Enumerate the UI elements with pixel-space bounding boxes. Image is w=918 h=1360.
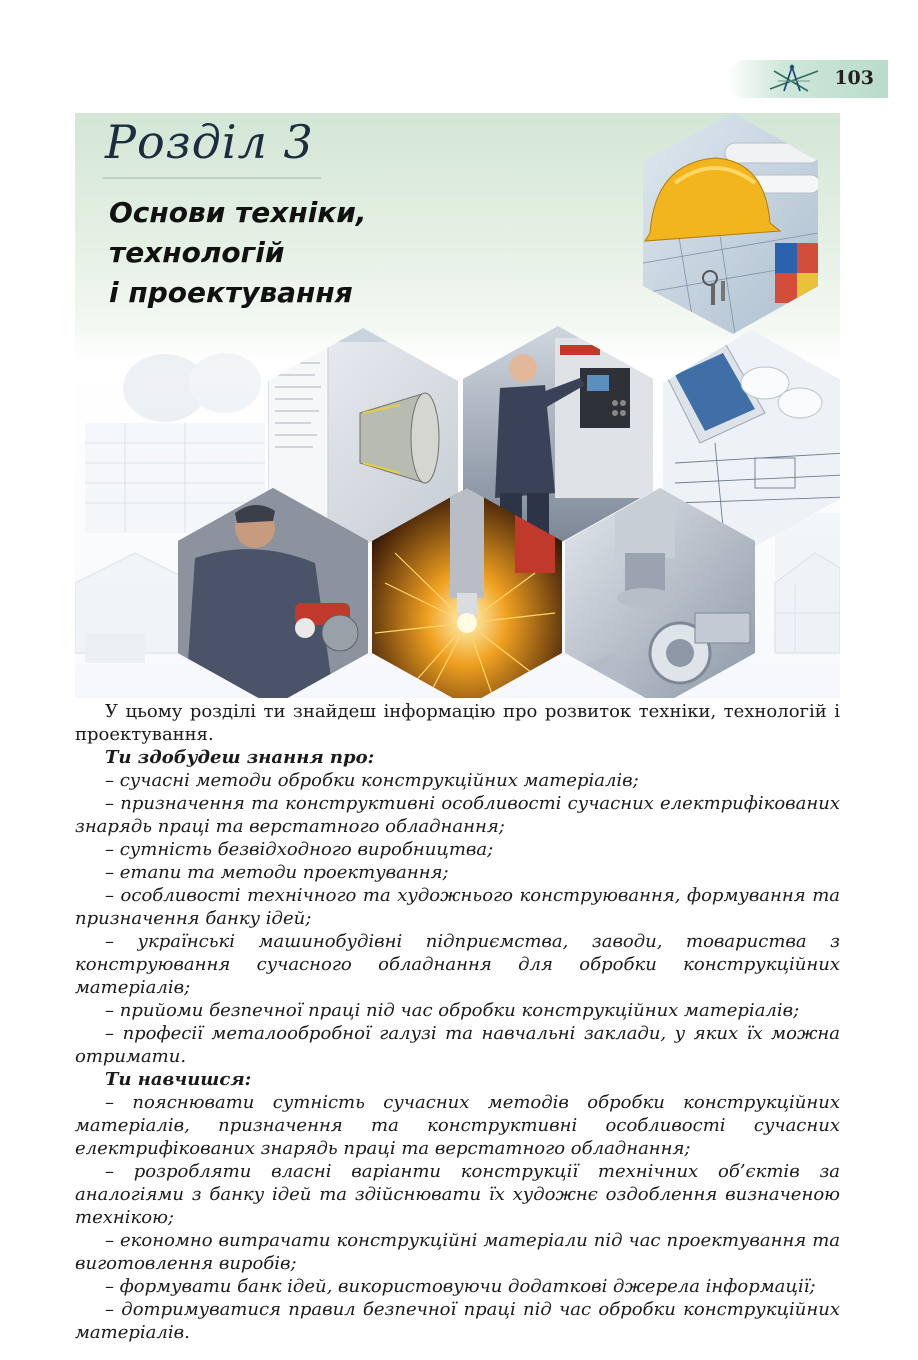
page-number-tab bbox=[726, 60, 888, 98]
skill-item: – пояснювати сутність сучасних методів обробки конструкційних матеріалів, призначення та конструктивні особливості сучасних електрифікованих знарядь праці та верстатного обладнання; bbox=[75, 1092, 840, 1159]
skill-item: – формувати банк ідей, використовуючи додаткові джерела інформації; bbox=[105, 1276, 816, 1297]
page-number: 103 bbox=[834, 67, 874, 89]
knowledge-item: – особливості технічного та художнього конструювання, формування та призначення банку ідей; bbox=[75, 885, 840, 929]
chapter-title bbox=[109, 193, 367, 313]
skills-heading: Ти навчишся: bbox=[105, 1069, 252, 1090]
knowledge-item: – призначення та конструктивні особливості сучасних електрифікованих знарядь праці та верстатного обладнання; bbox=[75, 793, 840, 837]
knowledge-item: – етапи та методи проектування; bbox=[105, 862, 449, 883]
chapter-title-line: технологій bbox=[109, 236, 285, 269]
intro-paragraph: У цьому розділі ти знайдеш інформацію про розвиток техніки, технологій і проектування. bbox=[75, 701, 840, 745]
knowledge-item: – професії металообробної галузі та навчальні заклади, у яких їх можна отримати. bbox=[75, 1023, 840, 1067]
skill-item: – дотримуватися правил безпечної праці під час обробки конструкційних матеріалів. bbox=[75, 1299, 840, 1343]
skill-item: – економно витрачати конструкційні матеріали під час проектування та виготовлення виробів; bbox=[75, 1230, 840, 1274]
chapter-banner bbox=[75, 113, 840, 698]
faded-blueprints-right bbox=[775, 513, 840, 653]
knowledge-item: – українські машинобудівні підприємства, заводи, товариства з конструювання сучасного обладнання для обробки конструкційних матеріалів; bbox=[75, 931, 840, 998]
hardhat-blueprints-photo bbox=[643, 113, 820, 334]
chapter-intro-text bbox=[75, 700, 840, 1344]
knowledge-item: – сучасні методи обробки конструкційних матеріалів; bbox=[105, 770, 639, 791]
chapter-label-underline bbox=[103, 175, 321, 181]
skill-item: – розробляти власні варіанти конструкції технічних об’єктів за аналогіями з банку ідей та здійснювати їх художнє оздоблення визначеною технікою; bbox=[75, 1161, 840, 1228]
chapter-label: Розділ 3 bbox=[105, 115, 314, 169]
chapter-title-line: і проектування bbox=[109, 276, 353, 309]
compass-drawing-icon bbox=[764, 63, 824, 95]
knowledge-item: – сутність безвідходного виробництва; bbox=[105, 839, 494, 860]
chapter-title-line: Основи техніки, bbox=[109, 196, 367, 229]
knowledge-item: – прийоми безпечної праці під час обробки конструкційних матеріалів; bbox=[105, 1000, 800, 1021]
knowledge-heading: Ти здобудеш знання про: bbox=[105, 747, 375, 768]
